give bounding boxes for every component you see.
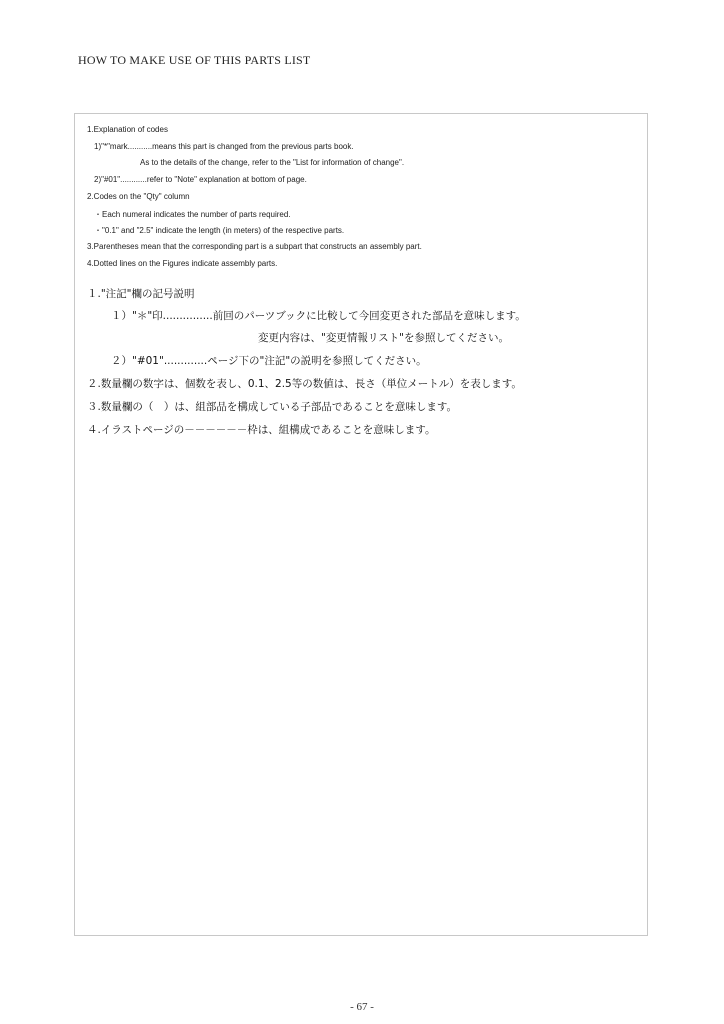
content-box	[74, 113, 648, 936]
page-title: HOW TO MAKE USE OF THIS PARTS LIST	[78, 53, 311, 67]
page-number: - 67 -	[350, 1001, 374, 1013]
english-dotted-lines-line: 4.Dotted lines on the Figures indicate assembly parts.	[87, 259, 278, 268]
japanese-parentheses-line: ３.数量欄の（ ）は、組部品を構成している子部品であることを意味します。	[87, 401, 457, 413]
english-asterisk-mark-line: 1)"*"mark...........means this part is changed from the previous parts book.	[94, 142, 354, 151]
japanese-qty-line: ２.数量欄の数字は、個数を表し、0.1、2.5等の数値は、長さ（単位メートル）を表します。	[87, 378, 522, 390]
japanese-dotted-frame-line: ４.イラストページの－－－－－－枠は、組構成であることを意味します。	[87, 424, 436, 436]
japanese-note-code-line: ２）"#01".............ページ下の"注記"の説明を参照してください。	[111, 355, 427, 367]
japanese-change-details-line: 変更内容は、"変更情報リスト"を参照してください。	[258, 332, 509, 344]
english-heading-codes: 1.Explanation of codes	[87, 125, 168, 134]
english-note-code-line: 2)"#01"............refer to "Note" explanation at bottom of page.	[94, 175, 307, 184]
english-parentheses-line: 3.Parentheses mean that the corresponding part is a subpart that constructs an assembly part.	[87, 242, 422, 251]
japanese-asterisk-mark-line: １）"＊"印...............前回のパーツブックに比較して今回変更された部品を意味します。	[111, 310, 526, 322]
english-qty-numeral-line: ・Each numeral indicates the number of parts required.	[94, 210, 291, 219]
japanese-heading-notes: １."注記"欄の記号説明	[87, 288, 195, 300]
english-qty-length-line: ・"0.1" and "2.5" indicate the length (in meters) of the respective parts.	[94, 226, 345, 235]
english-change-details-line: As to the details of the change, refer to the "List for information of change".	[140, 158, 405, 167]
english-heading-qty: 2.Codes on the "Qty" column	[87, 192, 190, 201]
